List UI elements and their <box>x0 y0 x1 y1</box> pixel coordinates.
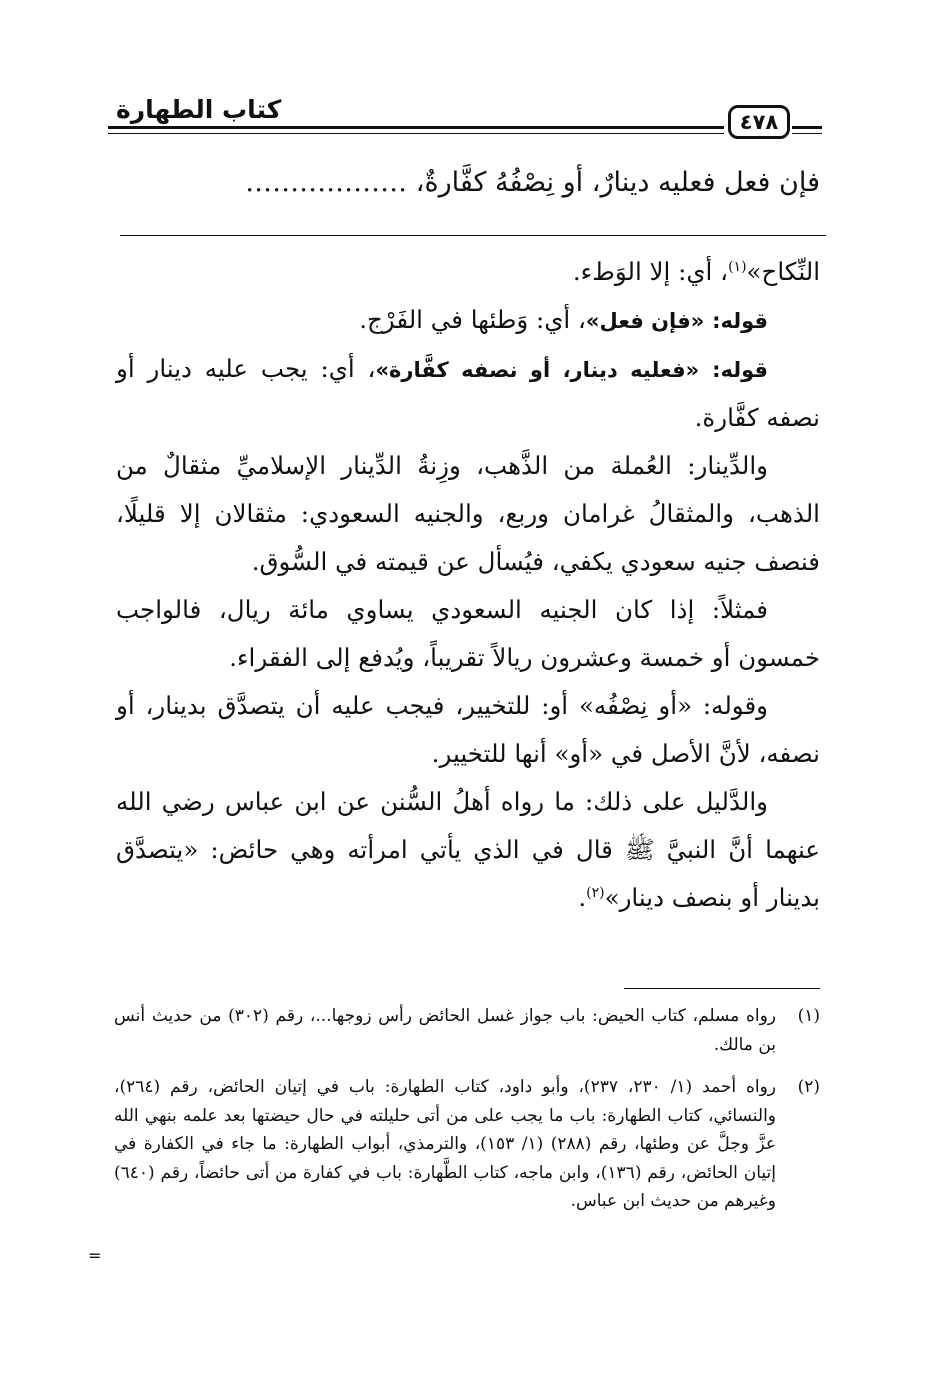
page-number: ٤٧٨ <box>728 105 790 139</box>
footnote-text: رواه أحمد (١/ ٢٣٠، ٢٣٧)، وأبو داود، كتاب الطهارة: باب في إتيان الحائض، رقم (٢٦٤)، والنسائي، كتاب الطهارة: باب ما يجب على من أتى حليلته في حال حيضتها بعد علمه بنهي الله عزَّ وجلَّ عن وطئها، رقم (٢٨٨) (١/ ١٥٣)، والترمذي، أبواب الطهارة: ما جاء في الكفارة في إتيان الحائض، رقم (١٣٦)، وابن ماجه، كتاب الطَّهارة: باب في كفارة من أتى حائضاً، رقم (٦٤٠) وغيرهم من حديث ابن عباس. <box>114 1077 777 1211</box>
quoted-matn: «فإن فعل» <box>585 309 705 333</box>
matn-separator <box>120 235 826 236</box>
paragraph <box>116 248 820 296</box>
footnote <box>114 1073 820 1216</box>
quoted-matn: «فعليه دينار، أو نصفه كفَّارة» <box>375 358 700 382</box>
paragraph-text: . <box>578 883 587 912</box>
running-header <box>108 88 822 158</box>
matn-text: فإن فعل فعليه دينارٌ، أو نِصْفُهُ كفَّارةٌ، <box>415 167 820 198</box>
continuation-mark: = <box>88 1246 102 1265</box>
footnote <box>114 1002 820 1059</box>
footnotes <box>114 1002 820 1230</box>
header-rule <box>792 133 822 134</box>
paragraph <box>116 345 820 442</box>
footnote-number: (١) <box>797 1006 820 1026</box>
qawluh-label: قوله: <box>712 358 768 382</box>
paragraph-text: والدَّليل على ذلك: ما رواه أهلُ السُّنن عن ابن عباس رضي الله عنهما أنَّ النبيَّ ﷺ قال في الذي يأتي امرأته وهي حائض: «يتصدَّق بدينار أو بنصف دينار» <box>116 787 820 912</box>
commentary <box>116 248 820 922</box>
paragraph-text: النِّكاح» <box>746 257 820 286</box>
header-rule <box>108 126 724 129</box>
footnote-number: (٢) <box>797 1077 820 1097</box>
paragraph-text: ، أي: إلا الوَطء. <box>572 257 729 286</box>
footnote-ref: (١) <box>728 258 747 275</box>
paragraph <box>116 296 820 345</box>
header-rule <box>792 126 822 129</box>
paragraph: فمثلاً: إذا كان الجنيه السعودي يساوي مائة ريال، فالواجب خمسون أو خمسة وعشرون ريالاً تقريباً، ويُدفع إلى الفقراء. <box>116 595 820 672</box>
paragraph-text: ، أي: يجب عليه دينار أو نصفه كفَّارة. <box>116 354 820 432</box>
matn-dots: ……………… <box>245 167 408 198</box>
header-rule <box>108 133 724 134</box>
book-title: كتاب الطهارة <box>116 95 282 124</box>
paragraph <box>116 778 820 922</box>
footnote-ref: (٢) <box>586 884 605 901</box>
qawluh-label: قوله: <box>712 309 768 333</box>
matn-line <box>116 160 820 206</box>
paragraph-text: ، أي: وَطئها في الفَرْج. <box>359 305 586 334</box>
paragraph: وقوله: «أو نِصْفُه» أو: للتخيير، فيجب عليه أن يتصدَّق بدينار، أو نصفه، لأنَّ الأصل في «أو» أنها للتخيير. <box>116 691 820 768</box>
footnote-text: رواه مسلم، كتاب الحيض: باب جواز غسل الحائض رأس زوجها...، رقم (٣٠٢) من حديث أنس بن مالك. <box>114 1006 777 1055</box>
footnote-separator <box>624 988 820 989</box>
paragraph: والدِّينار: العُملة من الذَّهب، وزِنةُ الدِّينار الإسلاميِّ مثقالٌ من الذهب، والمثقالُ غرامان وربع، والجنيه السعودي: مثقالان إلا قليلًا، فنصف جنيه سعودي يكفي، فيُسأل عن قيمته في السُّوق. <box>116 451 820 576</box>
